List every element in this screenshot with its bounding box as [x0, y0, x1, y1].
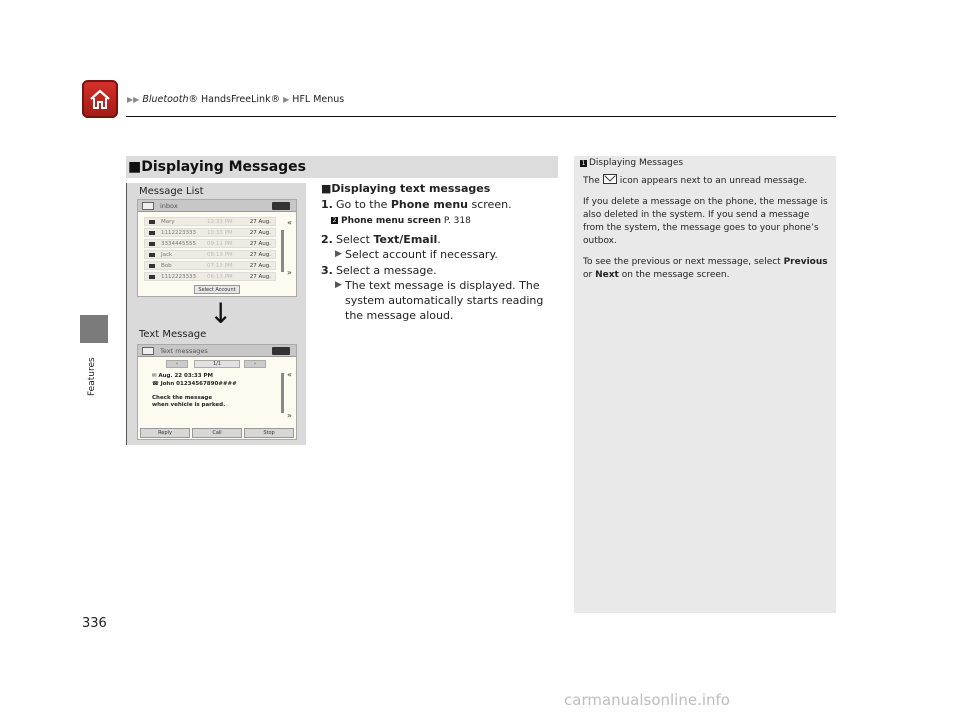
page-number: 336 — [82, 616, 107, 631]
reply-button[interactable]: Reply — [140, 428, 190, 438]
list-item[interactable]: 1112223333 06:13 PM 27 Aug. — [144, 272, 276, 281]
message-sender: ☎ John 01234567890#### — [152, 381, 237, 387]
list-item[interactable]: Mary 12:33 PM 27 Aug. — [144, 217, 276, 226]
list-item[interactable]: Jack 08:13 PM 27 Aug. — [144, 250, 276, 259]
scrollbar[interactable] — [281, 230, 284, 272]
note-paragraph: To see the previous or next message, select Previous or Next on the message screen. — [583, 257, 828, 280]
notes-title: 1 Displaying Messages — [581, 158, 684, 168]
text-messages-title: Text messages — [160, 347, 208, 355]
message-date: ✉ Aug. 22 03:33 PM — [152, 373, 213, 379]
watermark: carmanualsonline.info — [564, 691, 730, 709]
text-messages-header — [138, 345, 296, 357]
envelope-icon — [149, 231, 155, 235]
inbox-title: inbox — [160, 202, 178, 210]
step-2: 2. Select Text/Email. — [321, 233, 441, 246]
scroll-up-icon[interactable]: « — [287, 370, 292, 379]
note-paragraph: If you delete a message on the phone, the message is also deleted in the system. If you send a message from the system, the message goes to your phone’s outbox. — [583, 197, 828, 246]
inbox-header — [138, 200, 296, 212]
envelope-icon — [603, 174, 617, 184]
battery-signal-icon — [272, 202, 290, 210]
battery-signal-icon — [272, 347, 290, 355]
scroll-up-icon[interactable]: « — [287, 218, 292, 227]
step-1: 1. Go to the Phone menu screen. — [321, 198, 512, 211]
message-body-line1: Check the message — [152, 395, 213, 401]
home-icon — [88, 88, 112, 110]
note-paragraph: The icon appears next to an unread message. — [583, 176, 808, 186]
previous-button[interactable]: ‹ — [166, 360, 188, 368]
side-tab-label: Features — [87, 357, 97, 396]
step-3-result: ▶ The text message is displayed. The system automatically starts reading the message aloud. — [335, 279, 544, 322]
home-button[interactable] — [82, 80, 118, 118]
breadcrumb-arrow-icon: ▶▶ — [127, 95, 140, 104]
stop-button[interactable]: Stop — [244, 428, 294, 438]
result-arrow-icon: ▶ — [335, 280, 342, 290]
result-arrow-icon: ▶ — [335, 249, 342, 259]
text-message-screen — [137, 344, 297, 440]
page-indicator: 1/1 — [194, 360, 240, 368]
phone-icon — [142, 202, 154, 210]
call-button[interactable]: Call — [192, 428, 242, 438]
scrollbar[interactable] — [281, 373, 284, 413]
envelope-icon — [149, 264, 155, 268]
header-divider — [126, 116, 836, 117]
breadcrumb-arrow-icon: ▶ — [283, 95, 290, 104]
section-title: ■Displaying Messages — [128, 159, 307, 175]
list-item[interactable]: 3334445555 09:11 PM 27 Aug. — [144, 239, 276, 248]
text-message-label: Text Message — [139, 329, 207, 340]
envelope-icon — [149, 253, 155, 257]
message-list-label: Message List — [139, 186, 204, 197]
breadcrumb — [127, 94, 344, 105]
envelope-icon — [149, 275, 155, 279]
scroll-down-icon[interactable]: » — [287, 268, 292, 277]
step-3: 3. Select a message. — [321, 264, 437, 277]
select-account-button[interactable]: Select Account — [194, 285, 240, 294]
envelope-icon — [149, 242, 155, 246]
breadcrumb-handsfreelink[interactable]: ® HandsFreeLink® — [188, 94, 281, 105]
list-item[interactable]: Bob 07:13 PM 27 Aug. — [144, 261, 276, 270]
step-2-result: ▶ Select account if necessary. — [335, 248, 498, 261]
next-button[interactable]: › — [244, 360, 266, 368]
reference-icon: 2 — [332, 217, 337, 224]
notes-body — [583, 174, 829, 290]
phone-icon — [142, 347, 154, 355]
list-item[interactable]: 1112223333 10:33 PM 27 Aug. — [144, 228, 276, 237]
sub-heading: ■Displaying text messages — [321, 182, 491, 195]
message-body-line2: when vehicle is parked. — [152, 402, 226, 408]
reference-icon: 1 — [581, 160, 586, 167]
cross-reference[interactable]: 2 Phone menu screen P. 318 — [332, 216, 471, 226]
message-list-screen — [137, 199, 297, 297]
side-tab-marker — [80, 315, 108, 343]
arrow-down-icon: ↓ — [209, 297, 233, 330]
breadcrumb-hfl-menus[interactable]: HFL Menus — [292, 94, 345, 105]
envelope-icon — [149, 220, 155, 224]
breadcrumb-bluetooth[interactable]: Bluetooth — [142, 94, 189, 105]
scroll-down-icon[interactable]: » — [287, 411, 292, 420]
instruction-steps — [321, 181, 557, 323]
